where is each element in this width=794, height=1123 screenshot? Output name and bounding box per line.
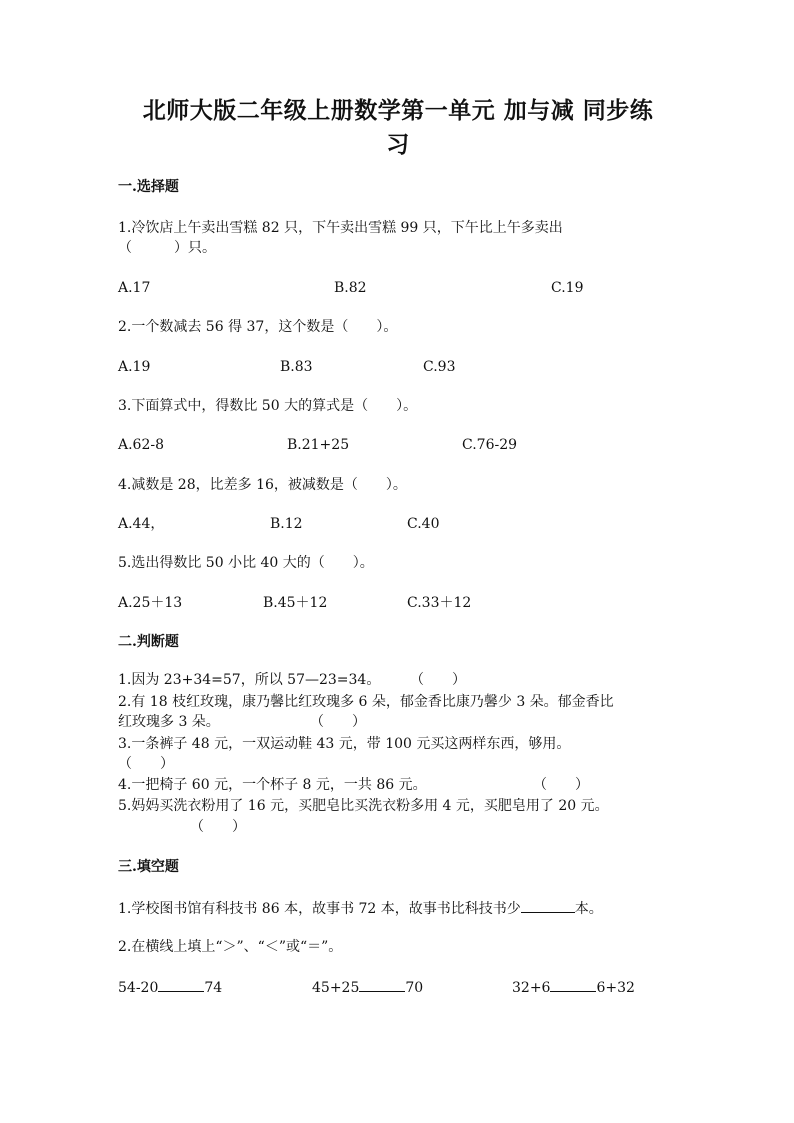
choice-q2-option-b: B.83 xyxy=(280,359,313,375)
fill-q2-item-1 xyxy=(118,977,222,998)
judge-q2-line2: 红玫瑰多 3 朵。 xyxy=(118,714,220,730)
judge-q4-text: 4.一把椅子 60 元，一个杯子 8 元，一共 86 元。 xyxy=(118,777,427,793)
choice-q5-option-b: B.45＋12 xyxy=(263,595,328,611)
title-line-1: 北师大版二年级上册数学第一单元 加与减 同步练 xyxy=(142,97,654,124)
choice-q2-option-c: C.93 xyxy=(423,359,456,375)
choice-q3-option-b: B.21+25 xyxy=(287,437,350,453)
compare-blank[interactable] xyxy=(550,977,596,992)
compare-right: 6+32 xyxy=(596,980,635,996)
compare-right: 70 xyxy=(405,980,424,996)
fill-q2-item-3 xyxy=(512,977,635,998)
compare-left: 32+6 xyxy=(512,980,551,996)
judge-q1-paren: （ ） xyxy=(410,672,466,688)
choice-q4-option-b: B.12 xyxy=(270,516,303,532)
fill-q2-text: 2.在横线上填上“＞”、“＜”或“＝”。 xyxy=(118,939,343,955)
section-heading-fill: 三.填空题 xyxy=(118,859,179,875)
judge-q2-paren: （ ） xyxy=(310,714,366,730)
compare-blank[interactable] xyxy=(359,977,405,992)
fill-q1 xyxy=(118,898,603,919)
judge-q3-paren: （ ） xyxy=(118,756,174,772)
choice-q3-text: 3.下面算式中，得数比 50 大的算式是（ ）。 xyxy=(118,398,418,414)
choice-q5-text: 5.选出得数比 50 小比 40 大的（ ）。 xyxy=(118,555,374,571)
choice-q1-line1: 1.冷饮店上午卖出雪糕 82 只，下午卖出雪糕 99 只，下午比上午多卖出 xyxy=(118,220,563,236)
choice-q1-line2: （ ）只。 xyxy=(118,240,216,256)
choice-q1-option-c: C.19 xyxy=(551,280,584,296)
judge-q5-line1: 5.妈妈买洗衣粉用了 16 元，买肥皂比买洗衣粉多用 4 元，买肥皂用了 20 元。 xyxy=(118,798,609,814)
choice-q4-option-c: C.40 xyxy=(407,516,440,532)
page-title xyxy=(118,94,678,162)
judge-q5-paren: （ ） xyxy=(190,819,246,835)
fill-q1-blank[interactable] xyxy=(521,898,575,913)
choice-q1-option-b: B.82 xyxy=(334,280,367,296)
judge-q3-line1: 3.一条裤子 48 元，一双运动鞋 43 元，带 100 元买这两样东西，够用。 xyxy=(118,736,571,752)
fill-q1-unit: 本。 xyxy=(574,901,603,917)
choice-q2-option-a: A.19 xyxy=(118,359,151,375)
choice-q5-option-c: C.33＋12 xyxy=(407,595,472,611)
title-line-2: 习 xyxy=(386,131,410,158)
judge-q2-line1: 2.有 18 枝红玫瑰，康乃馨比红玫瑰多 6 朵，郁金香比康乃馨少 3 朵。郁金香比 xyxy=(118,694,614,710)
section-heading-choice: 一.选择题 xyxy=(118,179,179,195)
choice-q2-text: 2.一个数减去 56 得 37，这个数是（ ）。 xyxy=(118,319,398,335)
choice-q4-option-a: A.44， xyxy=(118,516,165,532)
compare-right: 74 xyxy=(204,980,223,996)
fill-q2-item-2 xyxy=(312,977,423,998)
section-heading-judgement: 二.判断题 xyxy=(118,634,179,650)
choice-q4-text: 4.减数是 28，比差多 16，被减数是（ ）。 xyxy=(118,477,407,493)
compare-left: 54-20 xyxy=(118,980,159,996)
judge-q4-paren: （ ） xyxy=(533,777,589,793)
choice-q3-option-c: C.76-29 xyxy=(462,437,518,453)
choice-q1-option-a: A.17 xyxy=(118,280,151,296)
choice-q5-option-a: A.25＋13 xyxy=(118,595,183,611)
choice-q3-option-a: A.62-8 xyxy=(118,437,165,453)
compare-blank[interactable] xyxy=(158,977,204,992)
judge-q1-text: 1.因为 23+34=57，所以 57—23=34。 xyxy=(118,672,381,688)
fill-q1-text: 1.学校图书馆有科技书 86 本，故事书 72 本，故事书比科技书少 xyxy=(118,901,521,917)
compare-left: 45+25 xyxy=(312,980,360,996)
